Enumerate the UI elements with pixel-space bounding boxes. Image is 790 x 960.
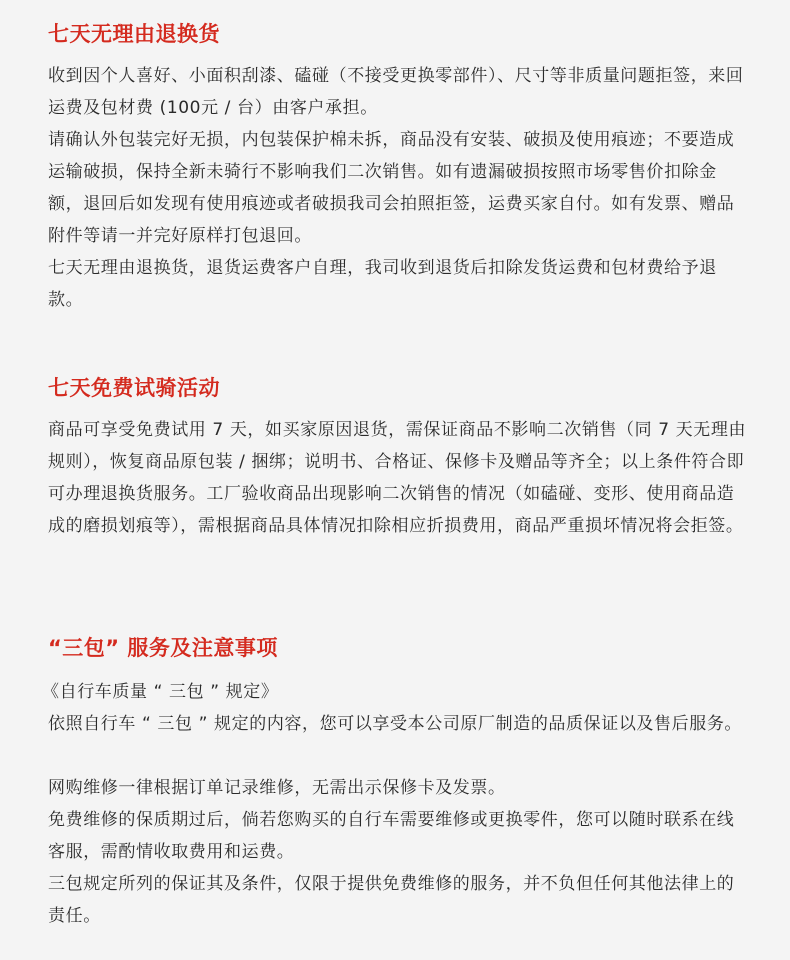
paragraph-free-trial: 商品可享受免费试用 7 天，如买家原因退货，需保证商品不影响二次销售（同 7 天无理由规则），恢复商品原包装 / 捆绑；说明书、合格证、保修卡及赠品等齐全；以上条件符合即可办理退换货服务。工厂验收商品出现影响二次销售的情况（如磕碰、变形、使用商品造成的磨损划痕等），需根据商品具体情况扣除相应折损费用，商品严重损坏情况将会拒签。: [48, 420, 747, 536]
section-title-seven-day-return: 七天无理由退换货: [48, 22, 220, 46]
paragraph-guarantee-content: 依照自行车 “ 三包 ” 规定的内容，您可以享受本公司原厂制造的品质保证以及售后服务。: [48, 714, 743, 734]
section-title-free-trial: 七天免费试骑活动: [48, 376, 220, 400]
three-guarantees-regulation-title: 《自行车质量 “ 三包 ” 规定》: [42, 682, 279, 702]
paragraph-return-condition: 请确认外包装完好无损，内包装保护棉未拆，商品没有安装、破损及使用痕迹；不要造成运输破损，保持全新未骑行不影响我们二次销售。如有遗漏破损按照市场零售价扣除金额，退回后如发现有使用痕迹或者破损我司会拍照拒签，运费买家自付。如有发票、赠品附件等请一并完好原样打包退回。: [48, 130, 735, 246]
paragraph-liability-limit: 三包规定所列的保证其及条件，仅限于提供免费维修的服务，并不负但任何其他法律上的责任。: [48, 874, 735, 926]
paragraph-return-cost: 收到因个人喜好、小面积刮漆、磕碰（不接受更换零部件）、尺寸等非质量问题拒签，来回运费及包材费 (100元 / 台）由客户承担。: [48, 66, 744, 118]
paragraph-online-repair: 网购维修一律根据订单记录维修，无需出示保修卡及发票。: [48, 778, 506, 798]
paragraph-return-refund: 七天无理由退换货，退货运费客户自理，我司收到退货后扣除发货运费和包材费给予退款。: [48, 258, 717, 310]
paragraph-after-warranty: 免费维修的保质期过后，倘若您购买的自行车需要维修或更换零件，您可以随时联系在线客服，需酌情收取费用和运费。: [48, 810, 735, 862]
section-title-three-guarantees: “三包” 服务及注意事项: [48, 636, 278, 660]
